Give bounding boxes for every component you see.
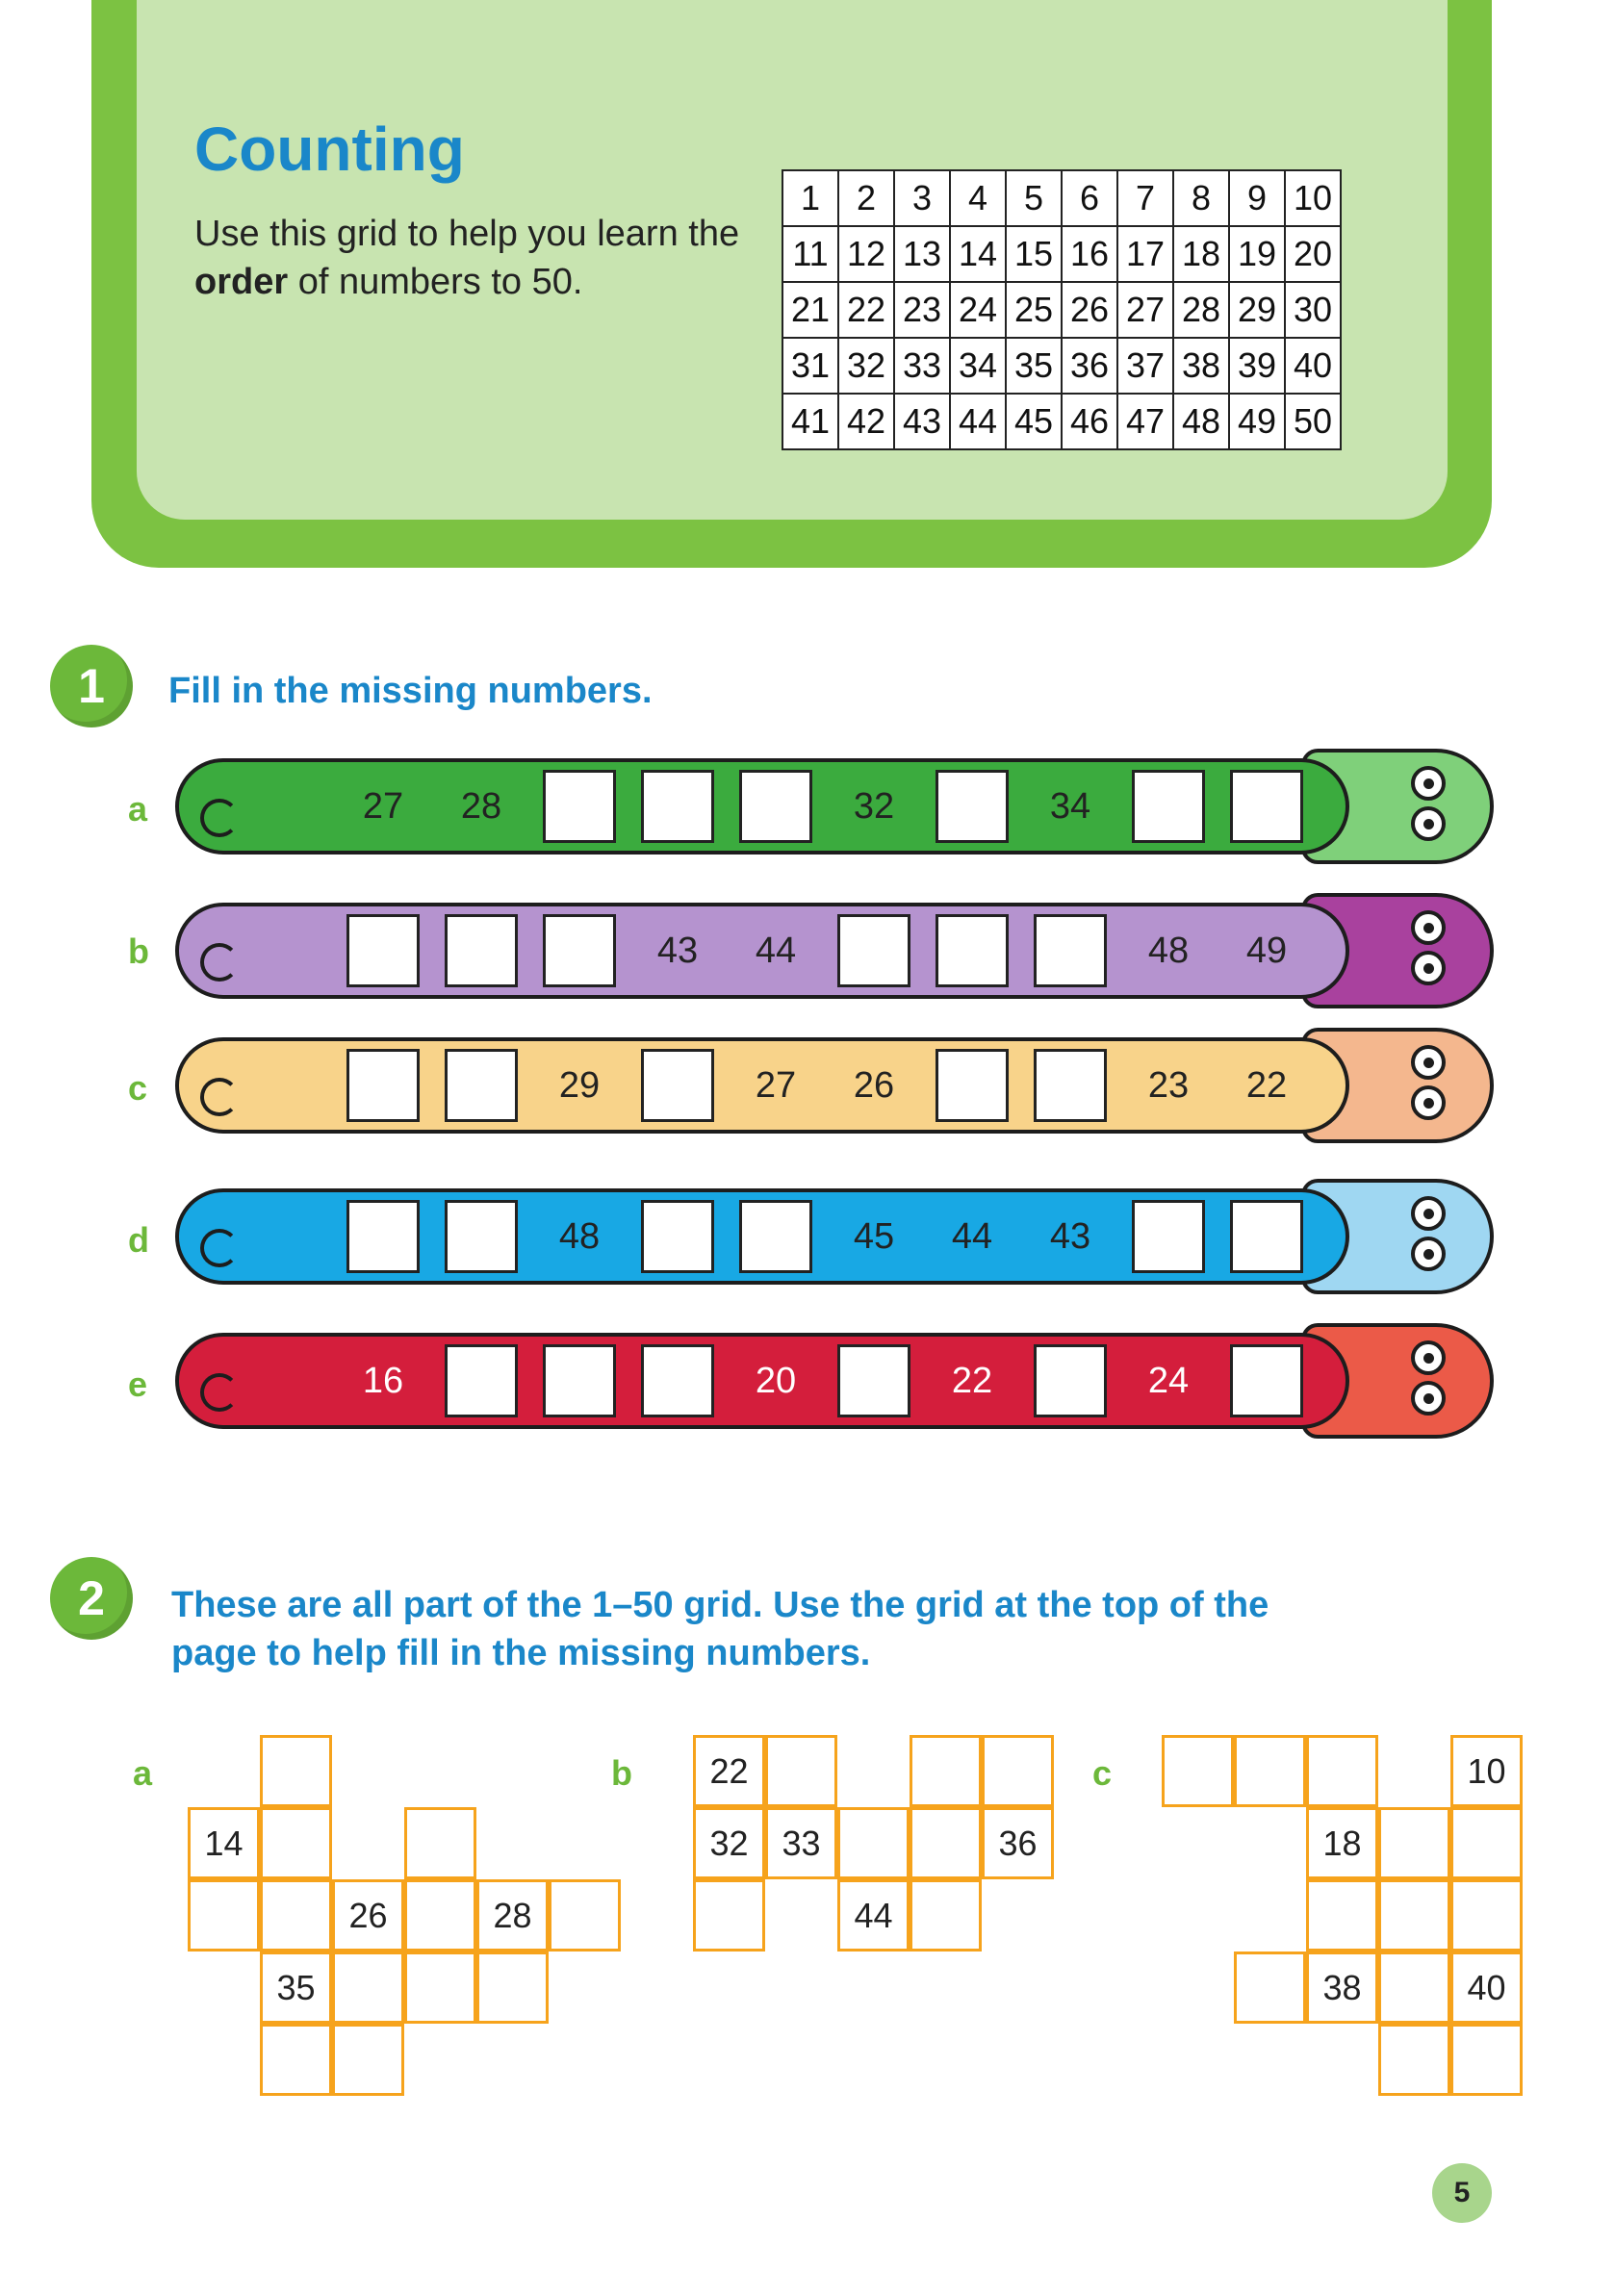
grid-cell: 49: [1229, 394, 1285, 449]
fragment-answer-cell[interactable]: [1378, 2024, 1450, 2096]
answer-box[interactable]: [346, 1200, 420, 1273]
snake-number: 22: [951, 1360, 993, 1401]
snake-number: 43: [1049, 1215, 1091, 1257]
question-1-item-letter: b: [128, 931, 149, 971]
snake-answer-slot: [530, 908, 628, 993]
grid-cell: 44: [950, 394, 1006, 449]
answer-box[interactable]: [543, 770, 616, 843]
fragment-answer-cell[interactable]: [1162, 1735, 1234, 1807]
grid-cell: 18: [1173, 226, 1229, 282]
answer-box[interactable]: [445, 1200, 518, 1273]
answer-box[interactable]: [445, 1049, 518, 1122]
fragment-answer-cell[interactable]: [1450, 1879, 1523, 1952]
snake-answer-slot: [727, 1194, 825, 1279]
snake-tail-curl-icon: [200, 1229, 239, 1267]
grid-cell: 12: [838, 226, 894, 282]
snake-number: 23: [1147, 1064, 1190, 1106]
snake-answer-slot: [727, 764, 825, 849]
fragment-answer-cell[interactable]: [910, 1879, 982, 1952]
snake-answer-slot: [923, 908, 1021, 993]
fragment-number-cell: 32: [693, 1807, 765, 1879]
snake-number: 43: [656, 930, 699, 971]
snake-answer-slot: [923, 1043, 1021, 1128]
intro-text-bold: order: [194, 262, 289, 302]
answer-box[interactable]: [543, 914, 616, 987]
answer-box[interactable]: [837, 914, 910, 987]
fragment-number-cell: 10: [1450, 1735, 1523, 1807]
answer-box[interactable]: [1230, 1344, 1303, 1417]
snake-tail-curl-icon: [200, 1373, 239, 1412]
fragment-answer-cell[interactable]: [332, 1952, 404, 2024]
fragment-answer-cell[interactable]: [549, 1879, 621, 1952]
grid-cell: 5: [1006, 170, 1062, 226]
grid-cell: 25: [1006, 282, 1062, 338]
snake-number: 49: [1245, 930, 1288, 971]
snake-number: 24: [1147, 1360, 1190, 1401]
snake-eye-icon: [1411, 1340, 1446, 1375]
snake-number: 32: [853, 785, 895, 827]
fragment-answer-cell[interactable]: [404, 1879, 476, 1952]
question-2-text-line-1: These are all part of the 1–50 grid. Use the grid at the top of the: [171, 1585, 1269, 1625]
grid-cell: 1: [782, 170, 838, 226]
grid-row: [782, 338, 1341, 394]
snake-tail-curl-icon: [200, 943, 239, 982]
answer-box[interactable]: [936, 914, 1009, 987]
grid-cell: 40: [1285, 338, 1341, 394]
number-snake-b: [175, 893, 1503, 1008]
grid-cell: 46: [1062, 394, 1117, 449]
answer-box[interactable]: [1034, 1344, 1107, 1417]
snake-number: 28: [460, 785, 502, 827]
snake-answer-slot: [432, 1339, 530, 1423]
fragment-number-cell: 28: [476, 1879, 549, 1952]
snake-answer-slot: [825, 1339, 923, 1423]
snake-number: 29: [558, 1064, 601, 1106]
grid-cell: 42: [838, 394, 894, 449]
grid-cell: 48: [1173, 394, 1229, 449]
grid-cell: 9: [1229, 170, 1285, 226]
fragment-answer-cell[interactable]: [404, 1807, 476, 1879]
fragment-number-cell: 33: [765, 1807, 837, 1879]
fragment-answer-cell[interactable]: [1450, 1807, 1523, 1879]
snake-number-row: [334, 1043, 1316, 1128]
snake-answer-slot: [530, 1339, 628, 1423]
snake-answer-slot: [1119, 764, 1218, 849]
snake-number: 16: [362, 1360, 404, 1401]
snake-number: 34: [1049, 785, 1091, 827]
question-2-item-letter: a: [133, 1753, 153, 1793]
snake-answer-slot: [923, 764, 1021, 849]
grid-cell: 35: [1006, 338, 1062, 394]
intro-text-part: Use this grid to help you learn the: [194, 214, 740, 254]
grid-cell: 15: [1006, 226, 1062, 282]
snake-tail-curl-icon: [200, 799, 239, 837]
page-title: Counting: [194, 115, 465, 184]
fragment-number-cell: 35: [260, 1952, 332, 2024]
answer-box[interactable]: [1132, 1200, 1205, 1273]
answer-box[interactable]: [936, 770, 1009, 843]
grid-cell: 50: [1285, 394, 1341, 449]
fragment-answer-cell[interactable]: [1450, 2024, 1523, 2096]
grid-row: [782, 394, 1341, 449]
grid-row: [782, 226, 1341, 282]
snake-tail-curl-icon: [200, 1078, 239, 1116]
snake-answer-slot: [432, 1043, 530, 1128]
grid-cell: 41: [782, 394, 838, 449]
snake-answer-slot: [628, 1339, 727, 1423]
grid-cell: 10: [1285, 170, 1341, 226]
number-snake-c: [175, 1028, 1503, 1143]
grid-cell: 34: [950, 338, 1006, 394]
answer-box[interactable]: [346, 914, 420, 987]
fragment-answer-cell[interactable]: [910, 1807, 982, 1879]
snake-answer-slot: [530, 764, 628, 849]
fragment-answer-cell[interactable]: [188, 1879, 260, 1952]
answer-box[interactable]: [1034, 914, 1107, 987]
question-2-badge: 2: [50, 1557, 133, 1640]
grid-cell: 45: [1006, 394, 1062, 449]
snake-answer-slot: [432, 908, 530, 993]
grid-cell: 43: [894, 394, 950, 449]
fragment-answer-cell[interactable]: [1306, 1879, 1378, 1952]
snake-answer-slot: [1119, 1194, 1218, 1279]
answer-box[interactable]: [445, 1344, 518, 1417]
fragment-answer-cell[interactable]: [693, 1879, 765, 1952]
answer-box[interactable]: [739, 1200, 812, 1273]
snake-number: 48: [1147, 930, 1190, 971]
grid-cell: 3: [894, 170, 950, 226]
fragment-number-cell: 44: [837, 1879, 910, 1952]
grid-cell: 2: [838, 170, 894, 226]
grid-cell: 23: [894, 282, 950, 338]
fragment-answer-cell[interactable]: [260, 2024, 332, 2096]
snake-answer-slot: [1021, 1339, 1119, 1423]
answer-box[interactable]: [837, 1344, 910, 1417]
intro-text: [194, 210, 753, 306]
fragment-answer-cell[interactable]: [1378, 1807, 1450, 1879]
grid-cell: 32: [838, 338, 894, 394]
fragment-answer-cell[interactable]: [1234, 1952, 1306, 2024]
snake-answer-slot: [628, 1043, 727, 1128]
answer-box[interactable]: [445, 914, 518, 987]
grid-cell: 31: [782, 338, 838, 394]
fragment-number-cell: 18: [1306, 1807, 1378, 1879]
answer-box[interactable]: [641, 770, 714, 843]
snake-answer-slot: [334, 908, 432, 993]
answer-box[interactable]: [739, 770, 812, 843]
answer-box[interactable]: [641, 1344, 714, 1417]
answer-box[interactable]: [346, 1049, 420, 1122]
fragment-answer-cell[interactable]: [260, 1807, 332, 1879]
fragment-number-cell: 26: [332, 1879, 404, 1952]
grid-row: [782, 282, 1341, 338]
number-snake-a: [175, 749, 1503, 864]
fragment-number-cell: 14: [188, 1807, 260, 1879]
grid-cell: 8: [1173, 170, 1229, 226]
answer-box[interactable]: [641, 1200, 714, 1273]
fragment-number-cell: 40: [1450, 1952, 1523, 2024]
number-snake-d: [175, 1179, 1503, 1294]
fragment-answer-cell[interactable]: [837, 1807, 910, 1879]
question-1-item-letter: d: [128, 1220, 149, 1260]
grid-cell: 27: [1117, 282, 1173, 338]
question-1-item-letter: e: [128, 1365, 148, 1404]
grid-cell: 39: [1229, 338, 1285, 394]
snake-answer-slot: [1218, 1339, 1316, 1423]
grid-cell: 33: [894, 338, 950, 394]
snake-number: 45: [853, 1215, 895, 1257]
snake-answer-slot: [1218, 764, 1316, 849]
snake-answer-slot: [628, 1194, 727, 1279]
number-snake-e: [175, 1323, 1503, 1439]
snake-number-row: [334, 764, 1316, 849]
fragment-answer-cell[interactable]: [1234, 1735, 1306, 1807]
fragment-answer-cell[interactable]: [1378, 1879, 1450, 1952]
intro-text-part: of numbers to 50.: [288, 262, 583, 302]
question-1-item-letter: a: [128, 789, 148, 829]
snake-eye-icon: [1411, 806, 1446, 841]
snake-eye-icon: [1411, 1196, 1446, 1231]
question-1-item-letter: c: [128, 1068, 148, 1108]
answer-box[interactable]: [1034, 1049, 1107, 1122]
fragment-answer-cell[interactable]: [404, 1952, 476, 2024]
snake-number: 48: [558, 1215, 601, 1257]
snake-eye-icon: [1411, 1381, 1446, 1416]
fragment-answer-cell[interactable]: [982, 1735, 1054, 1807]
grid-cell: 7: [1117, 170, 1173, 226]
grid-cell: 13: [894, 226, 950, 282]
grid-cell: 47: [1117, 394, 1173, 449]
grid-cell: 17: [1117, 226, 1173, 282]
grid-cell: 20: [1285, 226, 1341, 282]
grid-cell: 11: [782, 226, 838, 282]
snake-answer-slot: [1021, 908, 1119, 993]
grid-cell: 36: [1062, 338, 1117, 394]
fragment-answer-cell[interactable]: [476, 1952, 549, 2024]
answer-box[interactable]: [936, 1049, 1009, 1122]
snake-answer-slot: [334, 1194, 432, 1279]
grid-row: [782, 170, 1341, 226]
snake-answer-slot: [1218, 1194, 1316, 1279]
fragment-number-cell: 36: [982, 1807, 1054, 1879]
fragment-answer-cell[interactable]: [1378, 1952, 1450, 2024]
fragment-number-cell: 38: [1306, 1952, 1378, 2024]
snake-eye-icon: [1411, 766, 1446, 801]
page-number: 5: [1432, 2163, 1492, 2223]
snake-number: 20: [755, 1360, 797, 1401]
fragment-answer-cell[interactable]: [260, 1735, 332, 1807]
question-1-text: Fill in the missing numbers.: [168, 671, 653, 711]
grid-cell: 28: [1173, 282, 1229, 338]
snake-number-row: [334, 908, 1316, 993]
grid-cell: 29: [1229, 282, 1285, 338]
grid-cell: 21: [782, 282, 838, 338]
grid-cell: 22: [838, 282, 894, 338]
snake-answer-slot: [1021, 1043, 1119, 1128]
grid-cell: 4: [950, 170, 1006, 226]
answer-box[interactable]: [1230, 770, 1303, 843]
snake-eye-icon: [1411, 1237, 1446, 1271]
question-1-badge: 1: [50, 645, 133, 727]
snake-number: 27: [755, 1064, 797, 1106]
snake-answer-slot: [825, 908, 923, 993]
answer-box[interactable]: [543, 1344, 616, 1417]
grid-cell: 6: [1062, 170, 1117, 226]
grid-cell: 24: [950, 282, 1006, 338]
snake-number: 27: [362, 785, 404, 827]
snake-number: 22: [1245, 1064, 1288, 1106]
fragment-number-cell: 22: [693, 1735, 765, 1807]
grid-cell: 14: [950, 226, 1006, 282]
answer-box[interactable]: [641, 1049, 714, 1122]
snake-eye-icon: [1411, 1045, 1446, 1080]
number-grid-1-50: [782, 169, 1342, 450]
snake-answer-slot: [628, 764, 727, 849]
snake-number: 26: [853, 1064, 895, 1106]
snake-eye-icon: [1411, 1085, 1446, 1120]
snake-number-row: [334, 1194, 1316, 1279]
fragment-answer-cell[interactable]: [910, 1735, 982, 1807]
fragment-answer-cell[interactable]: [765, 1735, 837, 1807]
snake-eye-icon: [1411, 910, 1446, 945]
question-2-item-letter: c: [1092, 1753, 1113, 1793]
answer-box[interactable]: [1132, 770, 1205, 843]
grid-cell: 38: [1173, 338, 1229, 394]
fragment-answer-cell[interactable]: [260, 1879, 332, 1952]
fragment-answer-cell[interactable]: [332, 2024, 404, 2096]
question-2-item-letter: b: [611, 1753, 632, 1793]
snake-answer-slot: [432, 1194, 530, 1279]
grid-cell: 26: [1062, 282, 1117, 338]
snake-number: 44: [755, 930, 797, 971]
grid-cell: 37: [1117, 338, 1173, 394]
grid-cell: 30: [1285, 282, 1341, 338]
grid-cell: 16: [1062, 226, 1117, 282]
fragment-answer-cell[interactable]: [1306, 1735, 1378, 1807]
snake-answer-slot: [334, 1043, 432, 1128]
grid-cell: 19: [1229, 226, 1285, 282]
snake-eye-icon: [1411, 951, 1446, 985]
snake-number: 44: [951, 1215, 993, 1257]
question-2-text-line-2: page to help fill in the missing numbers.: [171, 1633, 871, 1673]
answer-box[interactable]: [1230, 1200, 1303, 1273]
snake-number-row: [334, 1339, 1316, 1423]
